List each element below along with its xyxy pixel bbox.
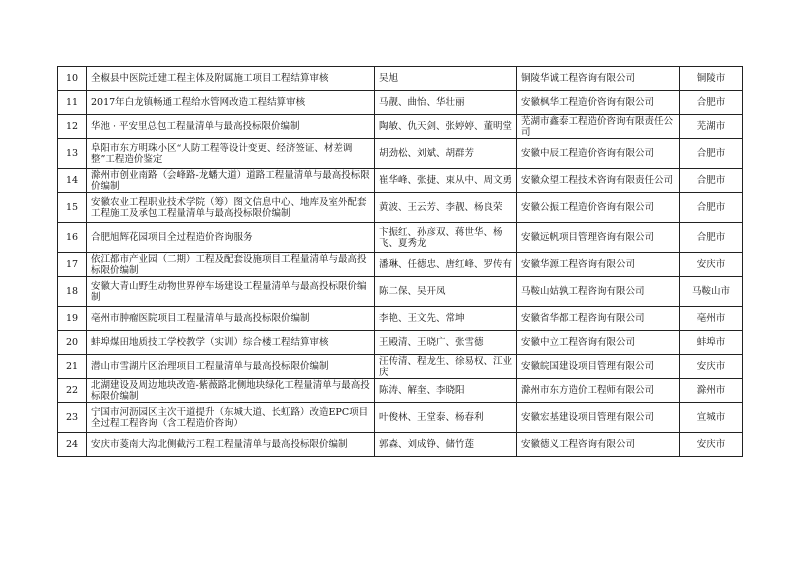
staff-names: 李艳、王文先、常坤 — [375, 307, 517, 331]
project-name: 全椒县中医院迁建工程主体及附属施工项目工程结算审核 — [87, 67, 375, 91]
company-name: 马鞍山姑孰工程咨询有限公司 — [517, 277, 680, 307]
city-name: 亳州市 — [680, 307, 743, 331]
city-name: 安庆市 — [680, 355, 743, 379]
staff-names: 吴旭 — [375, 67, 517, 91]
row-number: 14 — [58, 169, 87, 193]
company-name: 安徽皖国建设项目管理有限公司 — [517, 355, 680, 379]
project-name: 安徽大青山野生动物世界停车场建设工程量清单与最高投标限价编制 — [87, 277, 375, 307]
staff-names: 黄波、王云芳、李靓、杨良荣 — [375, 193, 517, 223]
row-number: 15 — [58, 193, 87, 223]
company-name: 铜陵华诚工程咨询有限公司 — [517, 67, 680, 91]
city-name: 合肥市 — [680, 169, 743, 193]
staff-names: 卞振红、孙彦双、蒋世华、杨飞、夏秀龙 — [375, 223, 517, 253]
company-name: 安徽中立工程咨询有限公司 — [517, 331, 680, 355]
row-number: 12 — [58, 115, 87, 139]
table-row — [58, 331, 743, 355]
project-name: 亳州市肿瘤医院项目工程量清单与最高投标限价编制 — [87, 307, 375, 331]
project-name: 蚌埠煤田地质技工学校教学（实训）综合楼工程结算审核 — [87, 331, 375, 355]
city-name: 蚌埠市 — [680, 331, 743, 355]
project-name: 阜阳市东方明珠小区“人防工程等设计变更、经济签证、材差调整”工程造价鉴定 — [87, 139, 375, 169]
table-row — [58, 169, 743, 193]
table-row — [58, 433, 743, 457]
row-number: 11 — [58, 91, 87, 115]
city-name: 合肥市 — [680, 91, 743, 115]
company-name: 安徽枫华工程造价咨询有限公司 — [517, 91, 680, 115]
row-number: 13 — [58, 139, 87, 169]
project-name: 合肥旭辉花园项目全过程造价咨询服务 — [87, 223, 375, 253]
city-name: 滁州市 — [680, 379, 743, 403]
company-name: 安徽省华都工程咨询有限公司 — [517, 307, 680, 331]
city-name: 马鞍山市 — [680, 277, 743, 307]
city-name: 合肥市 — [680, 223, 743, 253]
row-number: 22 — [58, 379, 87, 403]
table-row — [58, 307, 743, 331]
award-table-body — [58, 67, 743, 457]
row-number: 10 — [58, 67, 87, 91]
city-name: 安庆市 — [680, 253, 743, 277]
company-name: 芜湖市鑫泰工程造价咨询有限责任公司 — [517, 115, 680, 139]
company-name: 安徽中辰工程造价咨询有限公司 — [517, 139, 680, 169]
staff-names: 王殿清、王晓广、张雪德 — [375, 331, 517, 355]
table-row — [58, 139, 743, 169]
row-number: 20 — [58, 331, 87, 355]
city-name: 合肥市 — [680, 193, 743, 223]
table-row — [58, 379, 743, 403]
company-name: 安徽华源工程咨询有限公司 — [517, 253, 680, 277]
table-row — [58, 193, 743, 223]
project-name: 2017年白龙镇畅通工程给水管网改造工程结算审核 — [87, 91, 375, 115]
staff-names: 马靓、曲怡、华壮丽 — [375, 91, 517, 115]
staff-names: 潘琳、任德忠、唐红峰、罗传有 — [375, 253, 517, 277]
table-row — [58, 277, 743, 307]
project-name: 宁国市河沥园区主次干道提升（东城大道、长虹路）改造EPC项目全过程工程咨询（含工程造价咨询） — [87, 403, 375, 433]
table-row — [58, 253, 743, 277]
table-row — [58, 115, 743, 139]
city-name: 芜湖市 — [680, 115, 743, 139]
award-table — [57, 66, 743, 457]
project-name: 潜山市雪湖片区治理项目工程量清单与最高投标限价编制 — [87, 355, 375, 379]
project-name: 安庆市菱南大沟北侧截污工程工程量清单与最高投标限价编制 — [87, 433, 375, 457]
city-name: 合肥市 — [680, 139, 743, 169]
row-number: 21 — [58, 355, 87, 379]
table-row — [58, 91, 743, 115]
project-name: 北湖建设及周边地块改造-紫薇路北侧地块绿化工程量清单与最高投标限价编制 — [87, 379, 375, 403]
row-number: 19 — [58, 307, 87, 331]
project-name: 华池 · 平安里总包工程量清单与最高投标限价编制 — [87, 115, 375, 139]
table-row — [58, 355, 743, 379]
staff-names: 叶俊林、王堂泰、杨春利 — [375, 403, 517, 433]
staff-names: 崔华峰、张捷、束从中、周文勇 — [375, 169, 517, 193]
row-number: 23 — [58, 403, 87, 433]
row-number: 24 — [58, 433, 87, 457]
row-number: 17 — [58, 253, 87, 277]
company-name: 安徽宏基建设项目管理有限公司 — [517, 403, 680, 433]
company-name: 安徽德义工程咨询有限公司 — [517, 433, 680, 457]
project-name: 安徽农业工程职业技术学院（筹）图文信息中心、地库及室外配套工程施工及承包工程量清单与最高投标限价编制 — [87, 193, 375, 223]
company-name: 滁州市东方造价工程师有限公司 — [517, 379, 680, 403]
staff-names: 陈涛、解奎、李晓阳 — [375, 379, 517, 403]
city-name: 铜陵市 — [680, 67, 743, 91]
staff-names: 胡劲松、刘斌、胡群芳 — [375, 139, 517, 169]
table-row — [58, 223, 743, 253]
city-name: 宣城市 — [680, 403, 743, 433]
project-name: 滁州市创业南路（会峰路-龙蟠大道）道路工程量清单与最高投标限价编制 — [87, 169, 375, 193]
staff-names: 郭森、刘成铮、储竹莲 — [375, 433, 517, 457]
row-number: 16 — [58, 223, 87, 253]
city-name: 安庆市 — [680, 433, 743, 457]
staff-names: 汪传清、程龙生、徐易权、江业庆 — [375, 355, 517, 379]
company-name: 安徽众望工程技术咨询有限责任公司 — [517, 169, 680, 193]
staff-names: 陈二保、吴开凤 — [375, 277, 517, 307]
company-name: 安徽公振工程造价咨询有限公司 — [517, 193, 680, 223]
table-row — [58, 403, 743, 433]
row-number: 18 — [58, 277, 87, 307]
table-row — [58, 67, 743, 91]
company-name: 安徽远帆项目管理咨询有限公司 — [517, 223, 680, 253]
staff-names: 陶敏、仇天剑、张婷婷、董明堂 — [375, 115, 517, 139]
project-name: 依江都市产业园（二期）工程及配套设施项目工程量清单与最高投标限价编制 — [87, 253, 375, 277]
